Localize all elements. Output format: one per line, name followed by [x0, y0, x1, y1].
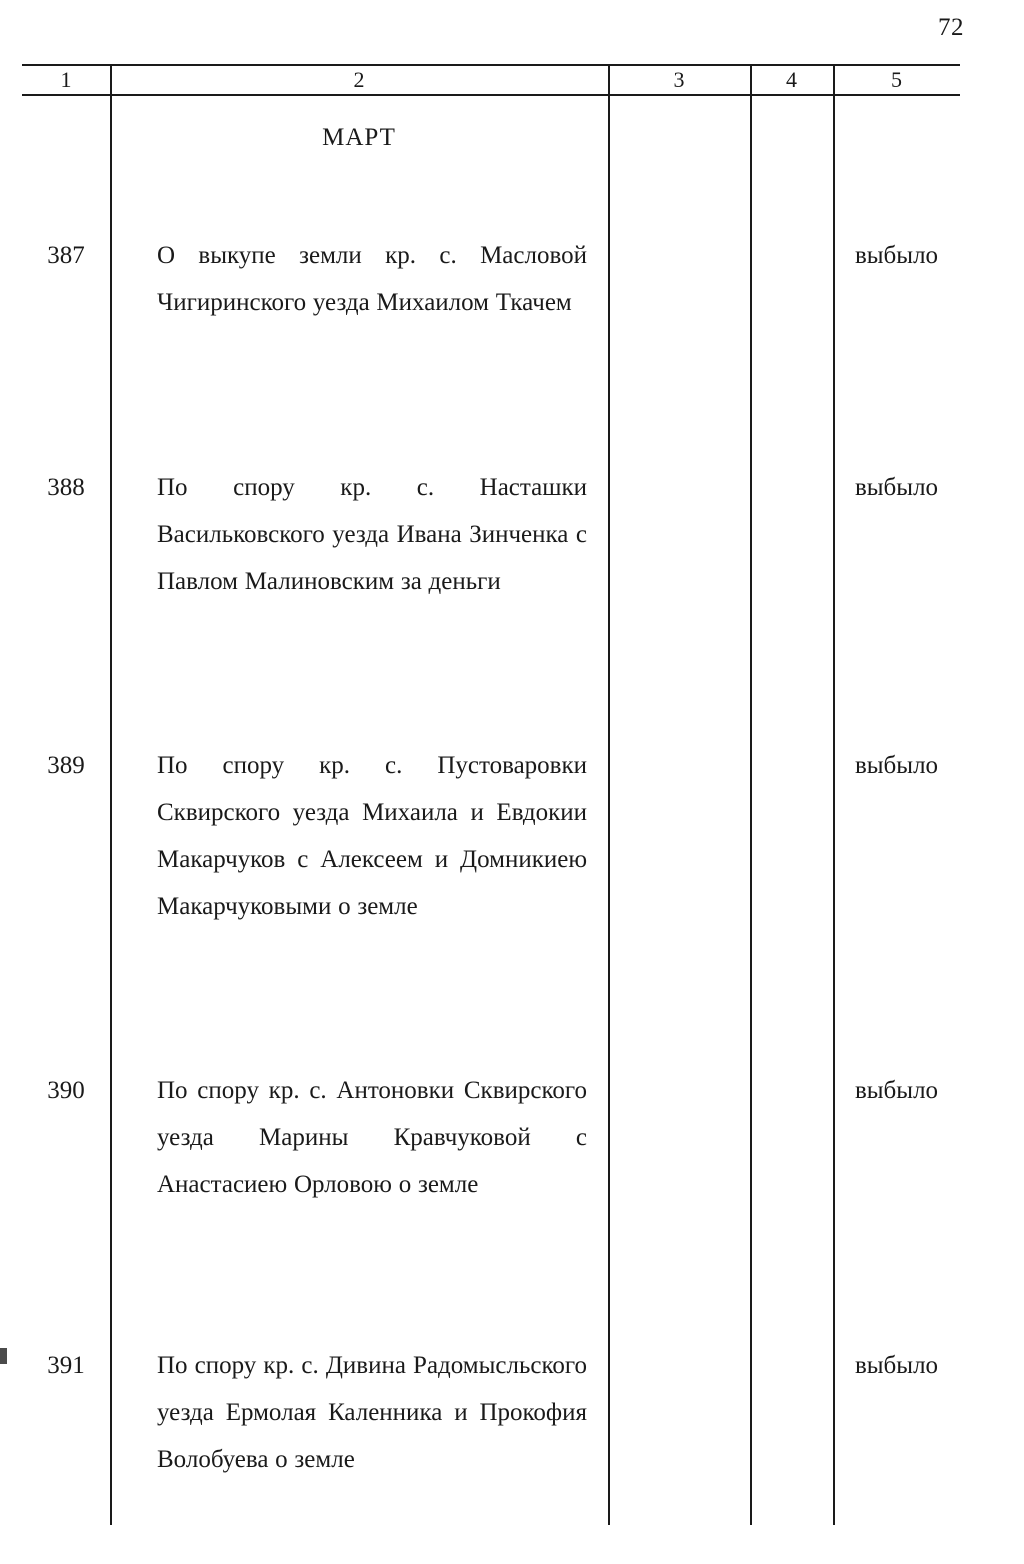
- scan-artifact-mark: [0, 1348, 7, 1364]
- entry-status: выбыло: [854, 752, 939, 779]
- entry-number: 387: [47, 242, 85, 269]
- column-divider-3: [750, 64, 752, 1525]
- entry-description: По спору кр. с. Пустоваровки Сквирского уезда Михаила и Евдокии Макарчуков с Алексеем и Домникиею Макарчуковыми о земле: [157, 752, 587, 920]
- entry-description: По спору кр. с. Насташки Васильковского уезда Ивана Зинченка с Павлом Малиновским за деньги: [157, 474, 587, 595]
- entry-status: выбыло: [854, 242, 939, 269]
- entry-description: По спору кр. с. Дивина Радомысльского уезда Ермолая Каленника и Прокофия Волобуева о земле: [157, 1352, 587, 1473]
- entry-number: 390: [47, 1077, 85, 1104]
- column-header-2: 2: [353, 67, 365, 92]
- column-header-4: 4: [786, 67, 797, 92]
- entry-number: 388: [47, 474, 85, 501]
- entry-status: выбыло: [854, 1352, 939, 1379]
- column-divider-4: [833, 64, 835, 1525]
- register-table: [22, 64, 960, 1525]
- entry-number: 391: [47, 1352, 85, 1379]
- table-header-rule: [22, 94, 960, 96]
- column-header-5: 5: [891, 67, 902, 92]
- column-header-1: 1: [60, 67, 72, 92]
- entry-status: выбыло: [854, 1077, 939, 1104]
- entry-description: По спору кр. с. Антоновки Сквирского уезда Марины Кравчуковой с Анастасиею Орловою о земле: [157, 1077, 587, 1198]
- column-divider-2: [608, 64, 610, 1525]
- entry-status: выбыло: [854, 474, 939, 501]
- column-header-3: 3: [673, 67, 685, 92]
- section-title-march: МАРТ: [322, 124, 396, 151]
- page-folio-number: 72: [938, 14, 964, 41]
- entry-description: О выкупе земли кр. с. Масловой Чигиринского уезда Михаилом Ткачем: [157, 242, 587, 316]
- entry-number: 389: [47, 752, 85, 779]
- column-divider-1: [110, 64, 112, 1525]
